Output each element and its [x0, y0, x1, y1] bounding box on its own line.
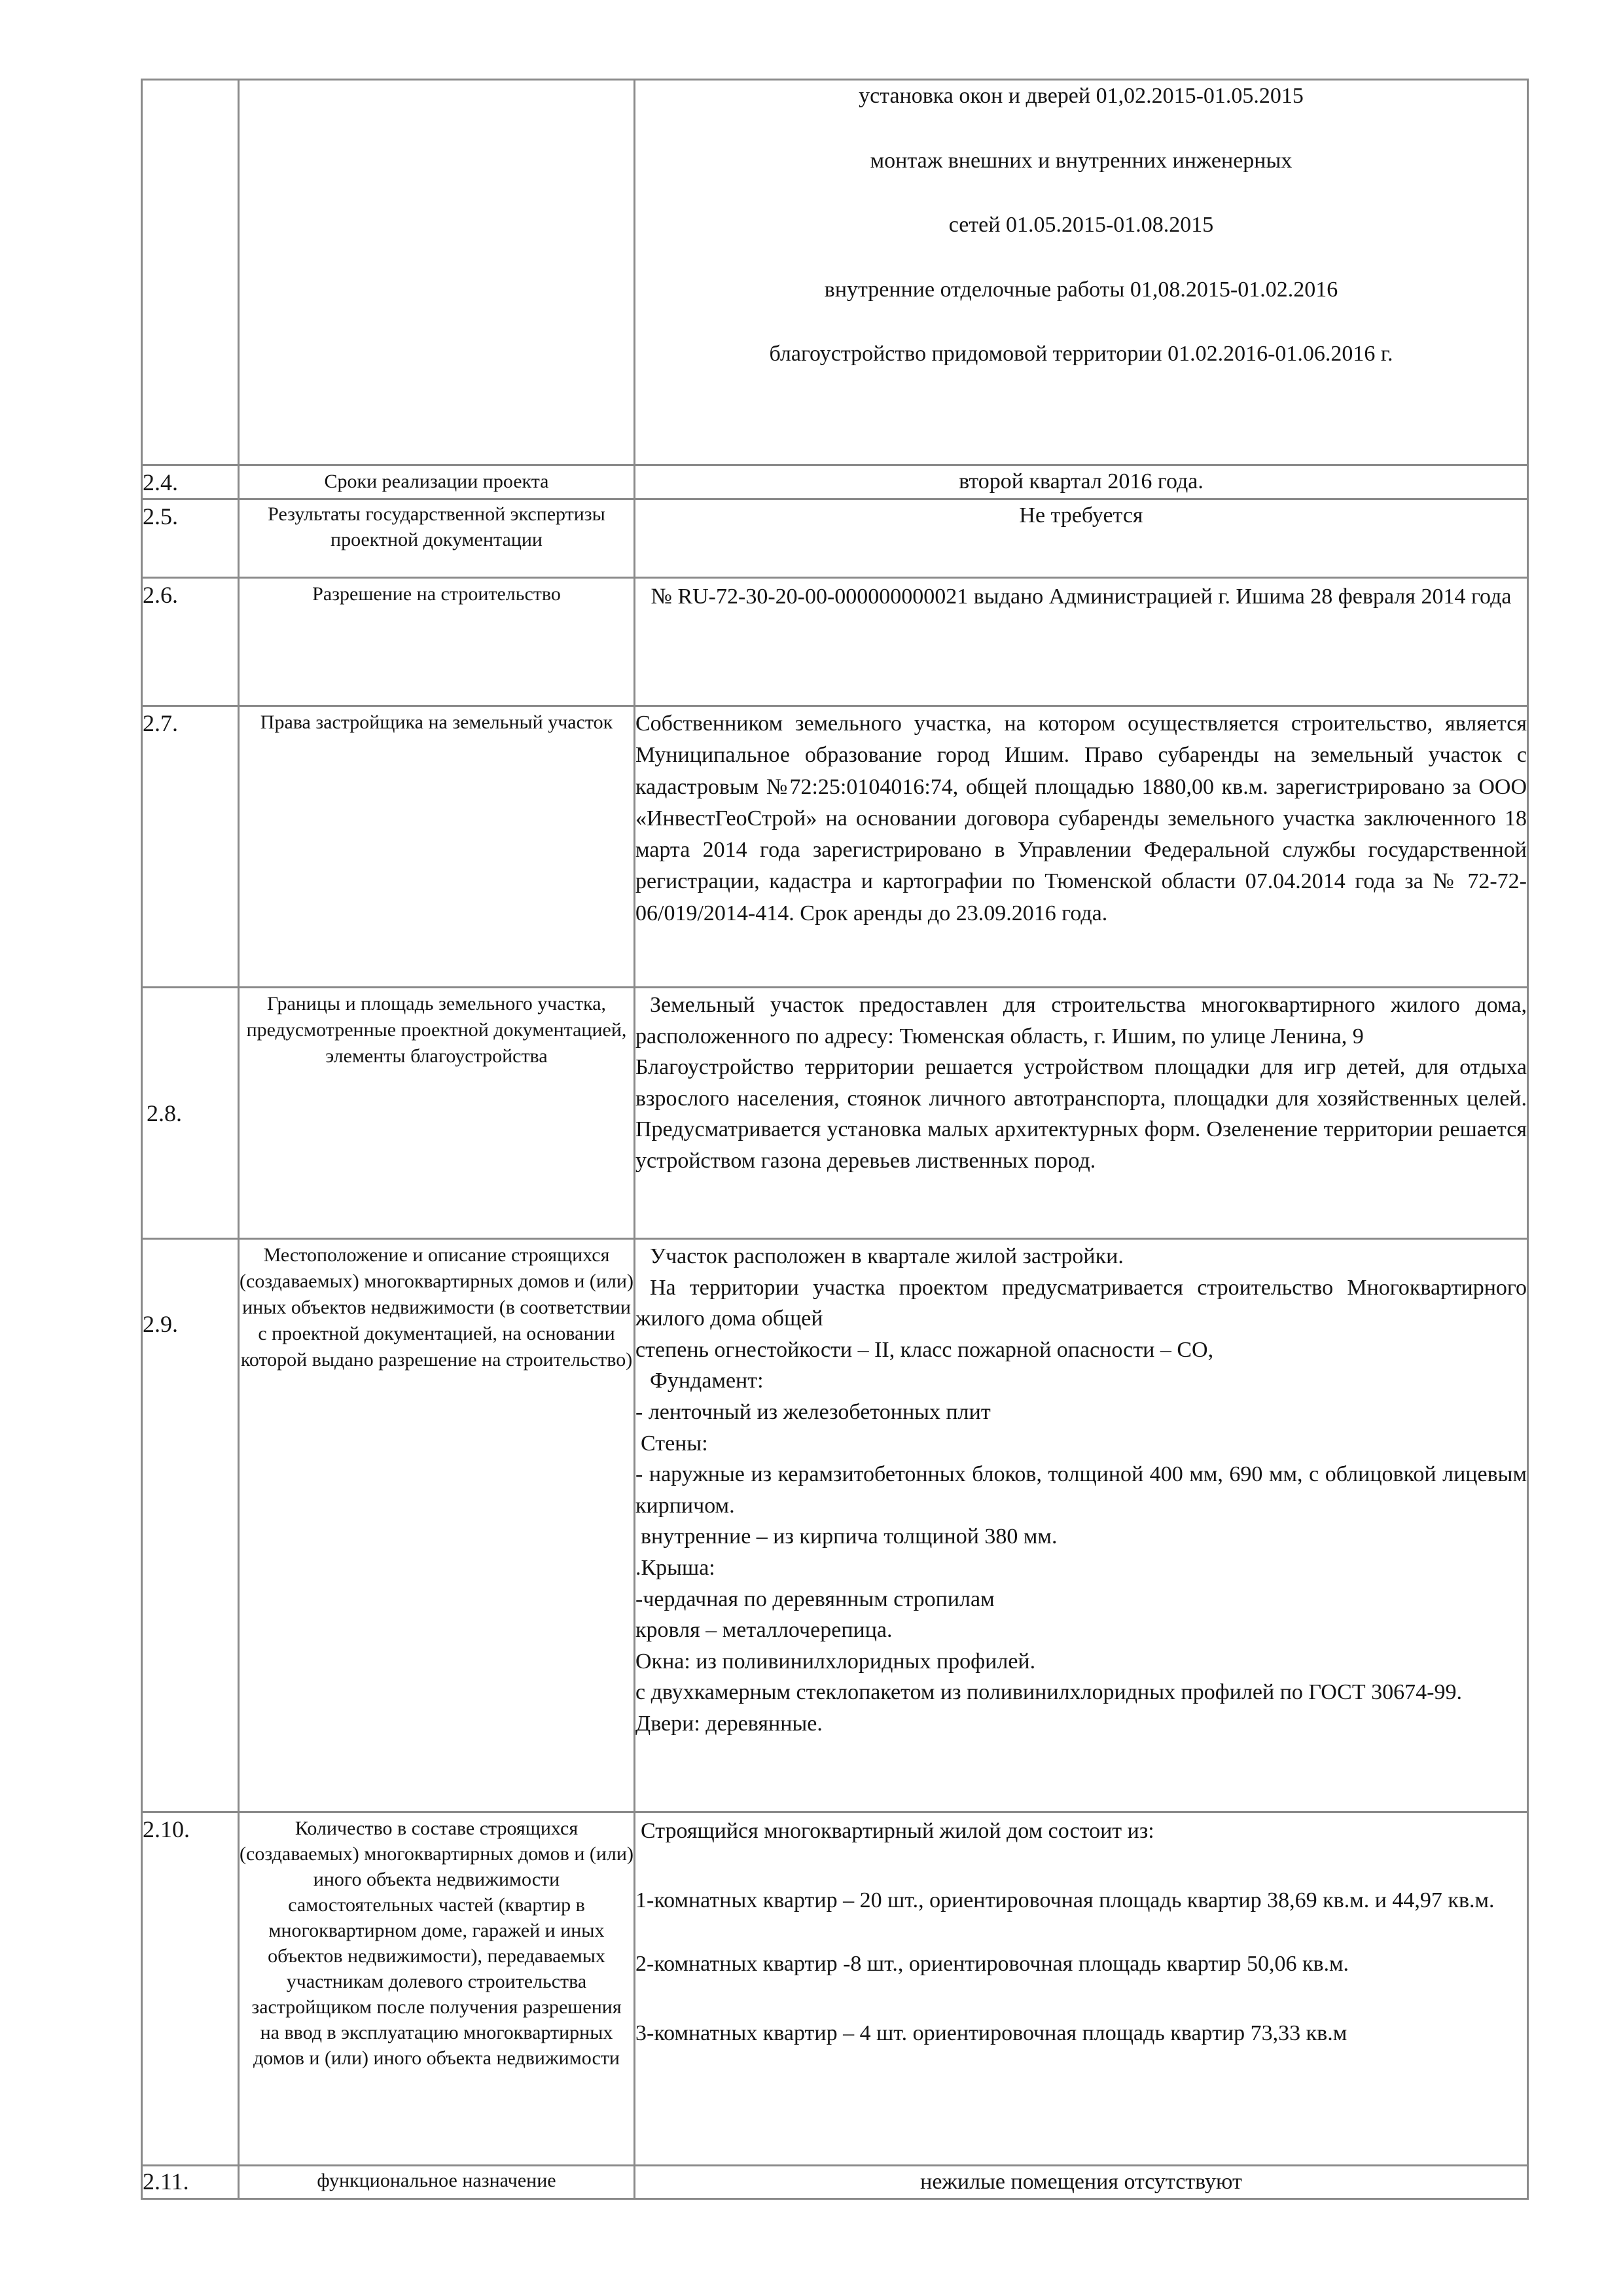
row-detail-line: На территории участка проектом предусматривается строительство Многоквартирного жилого дома общей [635, 1275, 1527, 1331]
table-row [142, 2166, 1528, 2199]
row-number: 2.10. [142, 1812, 239, 2166]
table-row [142, 1239, 1528, 1812]
row-number: 2.8. [142, 988, 239, 1239]
row-detail: Не требуется [635, 499, 1528, 578]
row-detail [635, 1812, 1528, 2166]
row-label: Разрешение на строительство [239, 578, 635, 706]
table-row [142, 465, 1528, 499]
table-row [142, 988, 1528, 1239]
schedule-line: сетей 01.05.2015-01.08.2015 [948, 213, 1214, 238]
row-label: Границы и площадь земельного участка, предусмотренные проектной документацией, элементы благоустройства [239, 988, 635, 1239]
row-number: 2.4. [142, 465, 239, 499]
row-detail [635, 1239, 1528, 1812]
row-number: 2.9. [142, 1239, 239, 1812]
row-detail-line: с двухкамерным стеклопакетом из поливинилхлоридных профилей по ГОСТ 30674-99. [635, 1680, 1462, 1705]
row-label: функциональное назначение [239, 2166, 635, 2199]
row-detail-line: Окна: из поливинилхлоридных профилей. [635, 1649, 1036, 1674]
row-label: Количество в составе строящихся (создаваемых) многоквартирных домов и (или) иного объекта недвижимости самостоятельных частей (квартир в многоквартирном доме, гаражей и иных объектов недвижимости), передаваемых участникам долевого строительства застройщиком после получения разрешения на ввод в эксплуатацию многоквартирных домов и (или) иного объекта недвижимости [239, 1812, 635, 2166]
row-label: Сроки реализации проекта [239, 465, 635, 499]
row-detail-line: -чердачная по деревянным стропилам [635, 1587, 995, 1611]
row-detail-line: Участок расположен в квартале жилой застройки. [650, 1244, 1124, 1268]
schedule-line: внутренние отделочные работы 01,08.2015-01.02.2016 [824, 277, 1338, 302]
apartment-count-item: 1-комнатных квартир – 20 шт., ориентировочная площадь квартир 38,69 кв.м. и 44,97 кв.м. [635, 1888, 1495, 1912]
row-detail-line: - ленточный из железобетонных плит [635, 1399, 991, 1424]
row-detail-line: внутренние – из кирпича толщиной 380 мм. [641, 1524, 1058, 1549]
schedule-line: благоустройство придомовой территории 01.02.2016-01.06.2016 г. [769, 342, 1393, 367]
table-row [142, 1812, 1528, 2166]
row-label: Местоположение и описание строящихся (создаваемых) многоквартирных домов и (или) иных объектов недвижимости (в соответствии с проектной документацией, на основании которой выдано разрешение на строительство) [239, 1239, 635, 1812]
row-detail-line: - наружные из керамзитобетонных блоков, толщиной 400 мм, 690 мм, с облицовкой лицевым кирпичом. [635, 1462, 1527, 1518]
row-number: 2.5. [142, 499, 239, 578]
row-detail-line: .Крыша: [635, 1555, 715, 1580]
table-row [142, 706, 1528, 988]
row-detail [635, 988, 1528, 1239]
apartment-count-item: 3-комнатных квартир – 4 шт. ориентировочная площадь квартир 73,33 кв.м [635, 2020, 1347, 2045]
row-detail: нежилые помещения отсутствуют [635, 2166, 1528, 2199]
row-number: 2.6. [142, 578, 239, 706]
table-row [142, 578, 1528, 706]
schedule-cell [635, 80, 1528, 465]
row-number: 2.11. [142, 2166, 239, 2199]
row-detail-line: Фундамент: [650, 1369, 764, 1393]
project-declaration-table [141, 79, 1529, 2200]
row-detail-paragraph: Благоустройство территории решается устройством площадки для игр детей, для отдыха взрослого населения, стоянок личного автотранспорта, площадки для хозяйственных целей. Предусматривается установка малых архитектурных форм. Озеленение территории решается устройством газона деревьев лиственных пород. [635, 1055, 1527, 1173]
schedule-line: установка окон и дверей 01,02.2015-01.05.2015 [859, 84, 1304, 108]
row-label: Права застройщика на земельный участок [239, 706, 635, 988]
row-number-cell [142, 80, 239, 465]
row-number: 2.7. [142, 706, 239, 988]
row-detail-line: Двери: деревянные. [635, 1711, 823, 1736]
row-detail: второй квартал 2016 года. [635, 465, 1528, 499]
row-detail-paragraph: Земельный участок предоставлен для строительства многоквартирного жилого дома, расположенного по адресу: Тюменская область, г. Ишим, по улице Ленина, 9 [635, 993, 1527, 1049]
row-detail-line: степень огнестойкости – II, класс пожарной опасности – СО, [635, 1337, 1214, 1362]
row-detail: № RU-72-30-20-00-000000000021 выдано Администрацией г. Ишима 28 февраля 2014 года [635, 578, 1528, 706]
table-row-schedule [142, 80, 1528, 465]
apartment-count-item: 2-комнатных квартир -8 шт., ориентировочная площадь квартир 50,06 кв.м. [635, 1952, 1349, 1977]
row-detail-line: кровля – металлочерепица. [635, 1618, 893, 1643]
schedule-line: монтаж внешних и внутренних инженерных [870, 148, 1293, 173]
row-label: Результаты государственной экспертизы проектной документации [239, 499, 635, 578]
row-detail-line: Стены: [641, 1431, 708, 1456]
row-detail: Собственником земельного участка, на котором осуществляется строительство, является Муниципальное образование город Ишим. Право субаренды на земельный участок с кадастровым №72:25:0104016:74, общей площадью 1880,00 кв.м. зарегистрировано за ООО «ИнвестГеоСтрой» на основании договора субаренды земельного участка заключенного 18 марта 2014 года зарегистрировано в Управлении Федеральной службы государственной регистрации, кадастра и картографии по Тюменской области 07.04.2014 года за № 72-72-06/019/2014-414. Срок аренды до 23.09.2016 года. [635, 706, 1528, 988]
row-label-cell [239, 80, 635, 465]
table-row [142, 499, 1528, 578]
row-detail-intro: Строящийся многоквартирный жилой дом состоит из: [641, 1819, 1154, 1843]
